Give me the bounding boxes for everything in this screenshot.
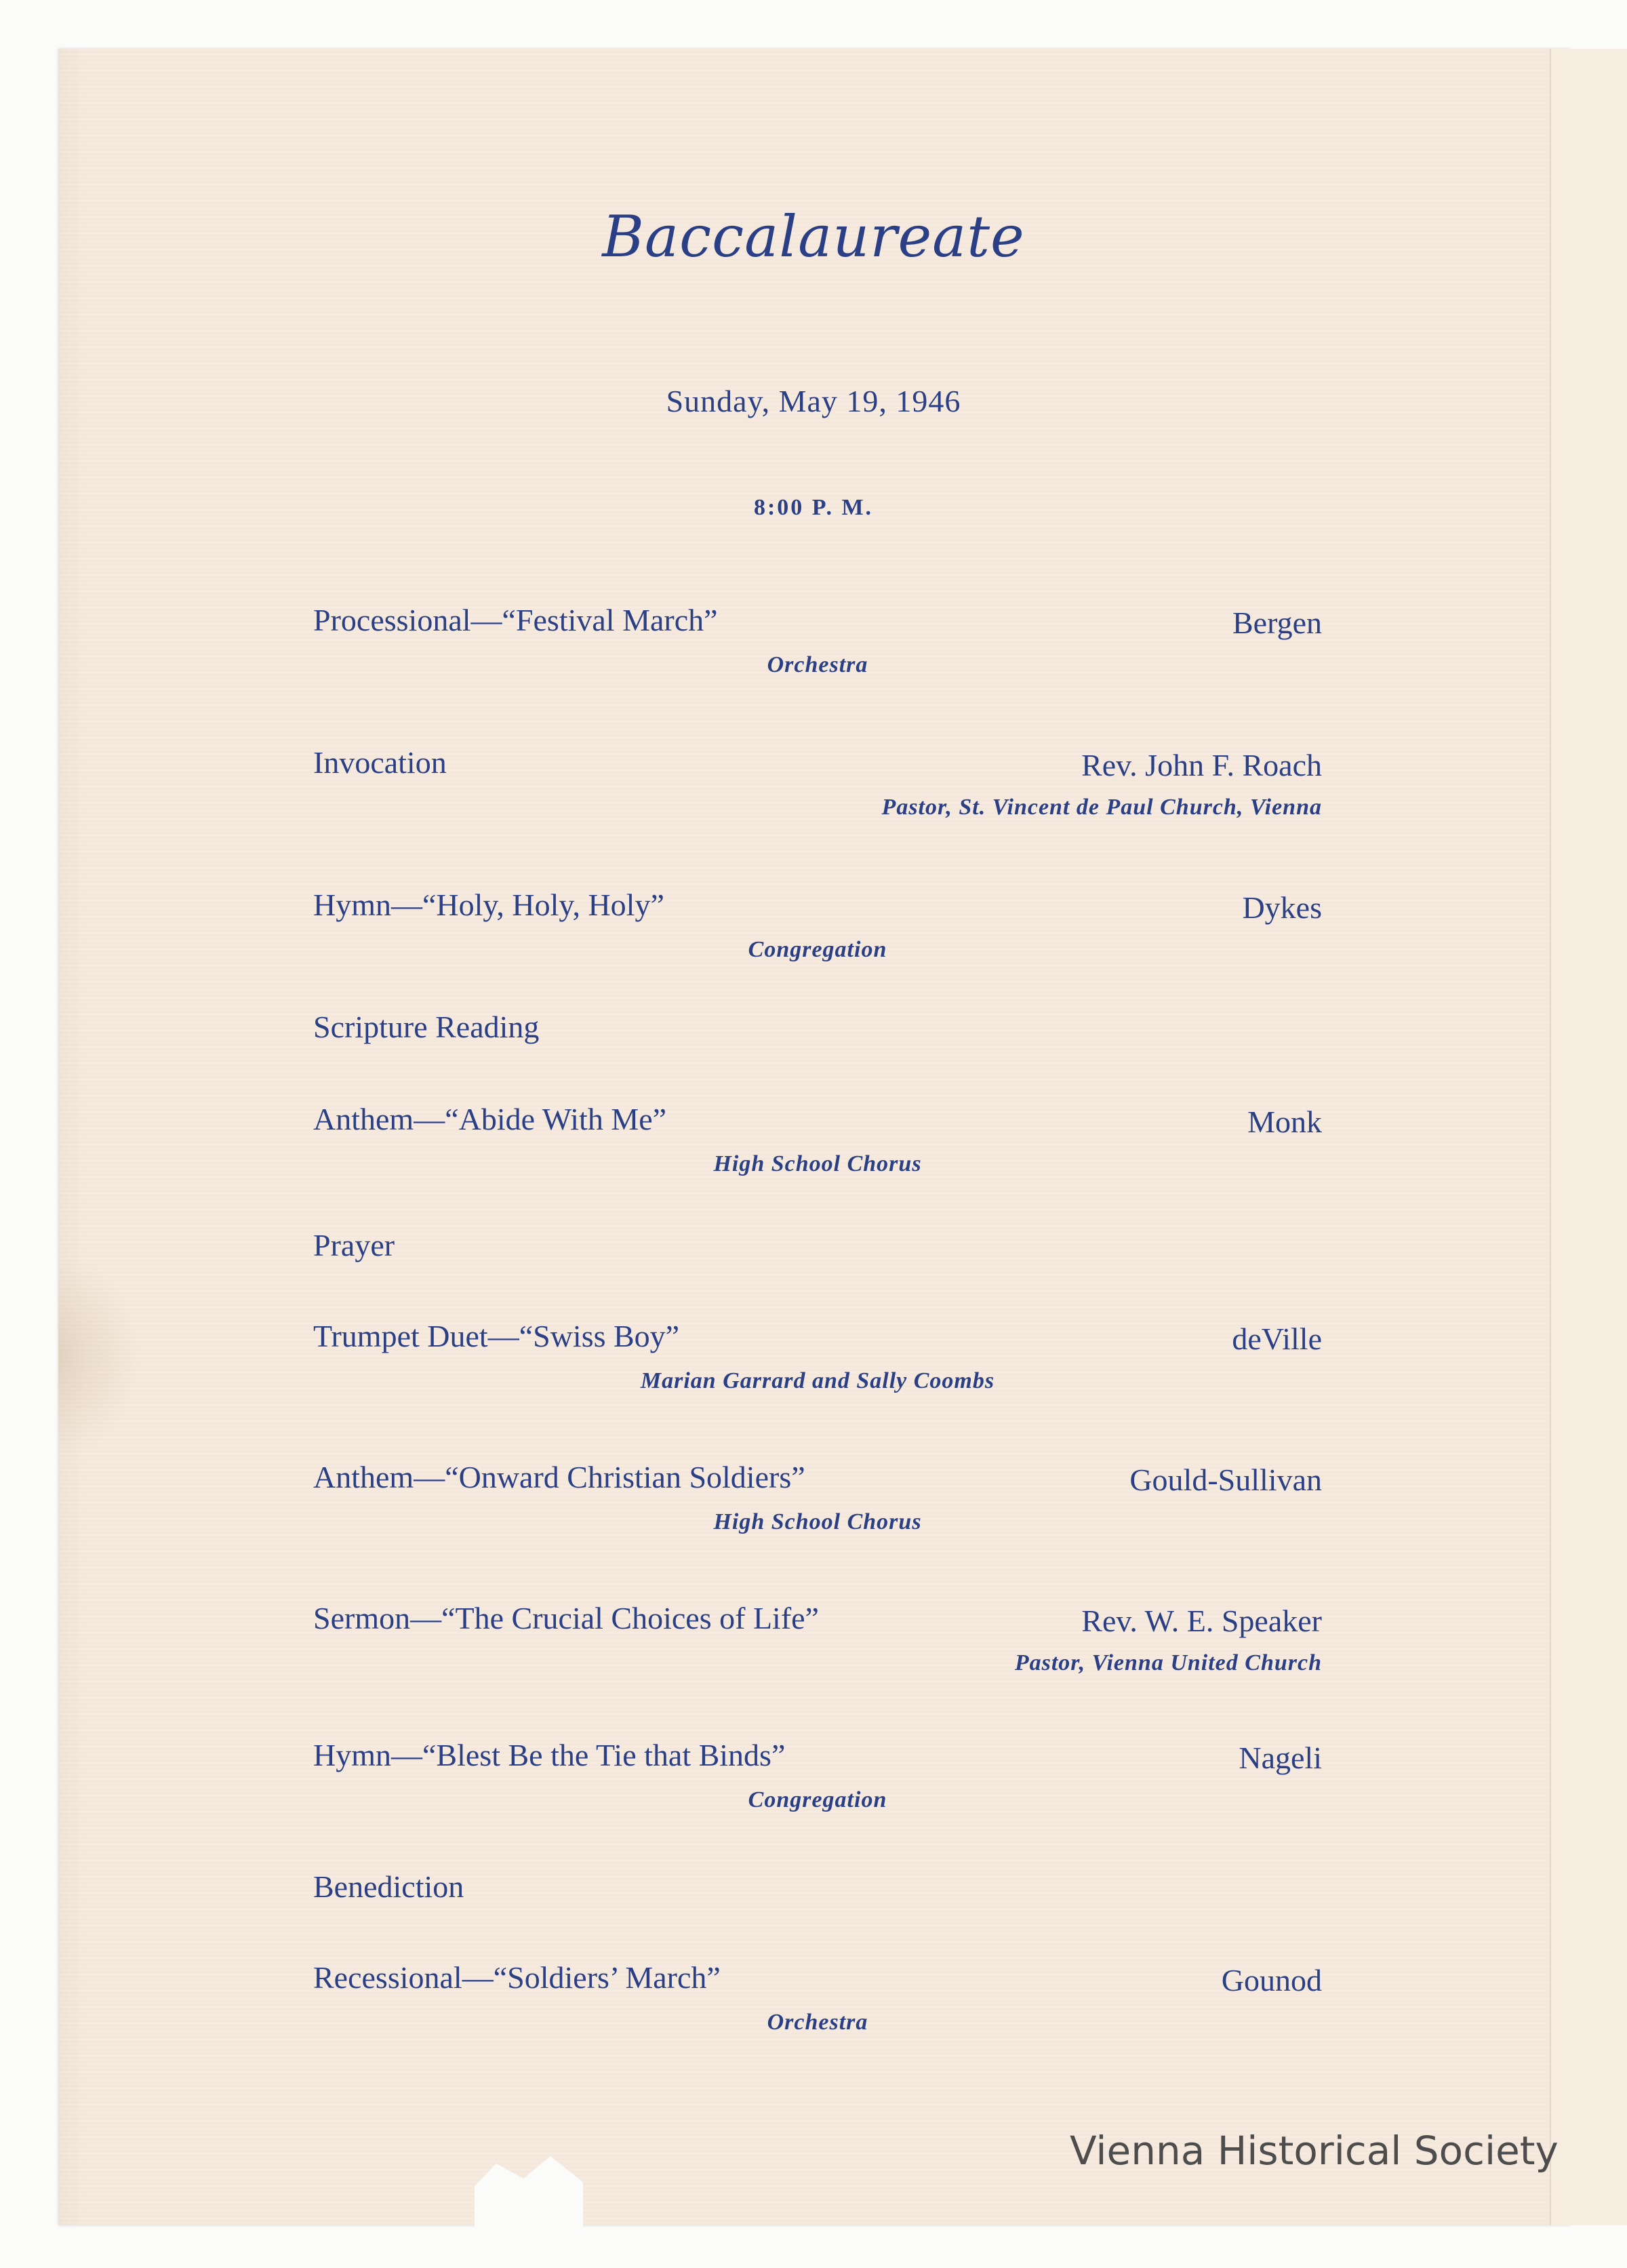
program-item <box>313 1318 1322 1413</box>
item-name: Hymn—“Blest Be the Tie that Binds” <box>313 1738 786 1772</box>
item-name: Anthem—“Onward Christian Soldiers” <box>313 1460 805 1494</box>
program-item <box>313 1959 1322 2054</box>
item-performer: Congregation <box>748 1787 887 1812</box>
item-composer: Bergen <box>1232 605 1322 640</box>
item-name: Processional—“Festival March” <box>313 603 718 637</box>
paper-stain <box>58 1254 140 1458</box>
item-composer: Rev. John F. Roach <box>1081 748 1322 782</box>
item-name: Hymn—“Holy, Holy, Holy” <box>313 888 664 922</box>
item-name: Invocation <box>313 745 447 780</box>
item-name: Sermon—“The Crucial Choices of Life” <box>313 1601 819 1635</box>
item-performer: High School Chorus <box>713 1509 922 1534</box>
program-item <box>313 1600 1322 1695</box>
item-performer: Marian Garrard and Sally Coombs <box>640 1368 995 1393</box>
program-item <box>313 744 1322 839</box>
item-composer: Monk <box>1247 1105 1322 1139</box>
adjacent-page-edge <box>1550 49 1627 2225</box>
program-title: Baccalaureate <box>602 203 1025 270</box>
item-composer: Rev. W. E. Speaker <box>1081 1604 1322 1638</box>
item-name: Anthem—“Abide With Me” <box>313 1102 667 1136</box>
item-performer: Orchestra <box>767 652 868 677</box>
watermark-text: Vienna Historical Society <box>1070 2128 1559 2174</box>
item-name: Scripture Reading <box>313 1010 540 1044</box>
item-performer: Pastor, St. Vincent de Paul Church, Vienna <box>881 795 1322 820</box>
program-item <box>313 1737 1322 1832</box>
item-composer: Gounod <box>1221 1963 1322 1997</box>
item-name: Benediction <box>313 1869 464 1904</box>
program-item <box>313 887 1322 982</box>
item-composer: Gould-Sullivan <box>1129 1463 1322 1497</box>
item-name: Recessional—“Soldiers’ March” <box>313 1960 721 1995</box>
item-performer: Congregation <box>748 937 887 962</box>
item-composer: Dykes <box>1242 890 1322 925</box>
item-performer: High School Chorus <box>713 1151 922 1176</box>
program-item <box>313 1101 1322 1196</box>
program-item <box>313 1869 1322 1964</box>
item-composer: Nageli <box>1239 1740 1322 1775</box>
program-item <box>313 1009 1322 1104</box>
program-date: Sunday, May 19, 1946 <box>666 384 961 418</box>
item-performer: Orchestra <box>767 2010 868 2035</box>
program-item <box>313 1459 1322 1554</box>
item-composer: deVille <box>1232 1321 1322 1356</box>
item-name: Trumpet Duet—“Swiss Boy” <box>313 1319 680 1353</box>
item-performer: Pastor, Vienna United Church <box>1014 1650 1322 1675</box>
item-name: Prayer <box>313 1228 395 1262</box>
program-item <box>313 1227 1322 1322</box>
program-time: 8:00 P. M. <box>753 495 874 520</box>
program-item <box>313 602 1322 697</box>
